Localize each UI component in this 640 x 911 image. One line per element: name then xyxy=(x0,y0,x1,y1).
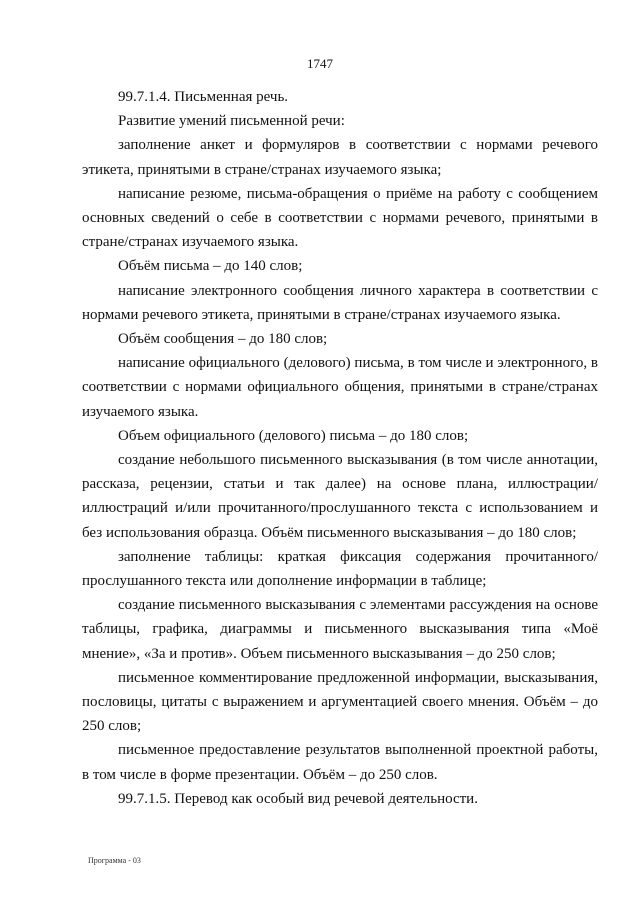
paragraph: Объём сообщения – до 180 слов; xyxy=(118,331,328,348)
paragraph: Объем официального (делового) письма – до 180 слов; xyxy=(118,427,469,444)
paragraph: написание электронного сообщения личного характера в соответствии с нормами речевого этикета, принятыми в стране/странах изучаемого языка. xyxy=(82,282,598,323)
paragraph: заполнение анкет и формуляров в соответствии с нормами речевого этикета, принятыми в стране/странах изучаемого языка; xyxy=(82,137,598,178)
page-number: 1747 xyxy=(307,56,333,71)
paragraph: создание небольшого письменного высказывания (в том числе аннотации, рассказа, рецензии, статьи и так далее) на основе плана, иллюстрации/иллюстраций и/или прочитанного/прослушанного текста с использованием и без использования образца. Объём письменного высказывания – до 180 слов; xyxy=(82,452,598,541)
page-footer: Программа - 03 xyxy=(88,856,141,865)
section-heading-written-speech: 99.7.1.4. Письменная речь. xyxy=(118,89,289,105)
paragraph: письменное предоставление результатов выполненной проектной работы, в том числе в форме презентации. Объём – до 250 слов. xyxy=(82,742,598,783)
paragraph: заполнение таблицы: краткая фиксация содержания прочитанного/ прослушанного текста или дополнение информации в таблице; xyxy=(82,548,598,590)
paragraph: написание резюме, письма-обращения о приёме на работу с сообщением основных сведений о себе в соответствии с нормами речевого, принятыми в стране/странах изучаемого языка. xyxy=(82,185,598,251)
paragraph: Объём письма – до 140 слов; xyxy=(118,258,303,275)
section-heading-translation: 99.7.1.5. Перевод как особый вид речевой деятельности. xyxy=(118,790,478,807)
subheading-writing-skills: Развитие умений письменной речи: xyxy=(118,113,345,130)
paragraph: написание официального (делового) письма, в том числе и электронного, в соответствии с нормами официального общения, принятыми в стране/странах изучаемого языка. xyxy=(82,355,598,420)
paragraph: создание письменного высказывания с элементами рассуждения на основе таблицы, графика, диаграммы и письменного высказывания типа «Моё мнение», «За и против». Объем письменного высказывания – до 250 слов; xyxy=(82,597,598,662)
paragraph: письменное комментирование предложенной информации, высказывания, пословицы, цитаты с выражением и аргументацией своего мнения. Объём – до 250 слов; xyxy=(82,669,598,735)
document-body xyxy=(82,85,598,811)
